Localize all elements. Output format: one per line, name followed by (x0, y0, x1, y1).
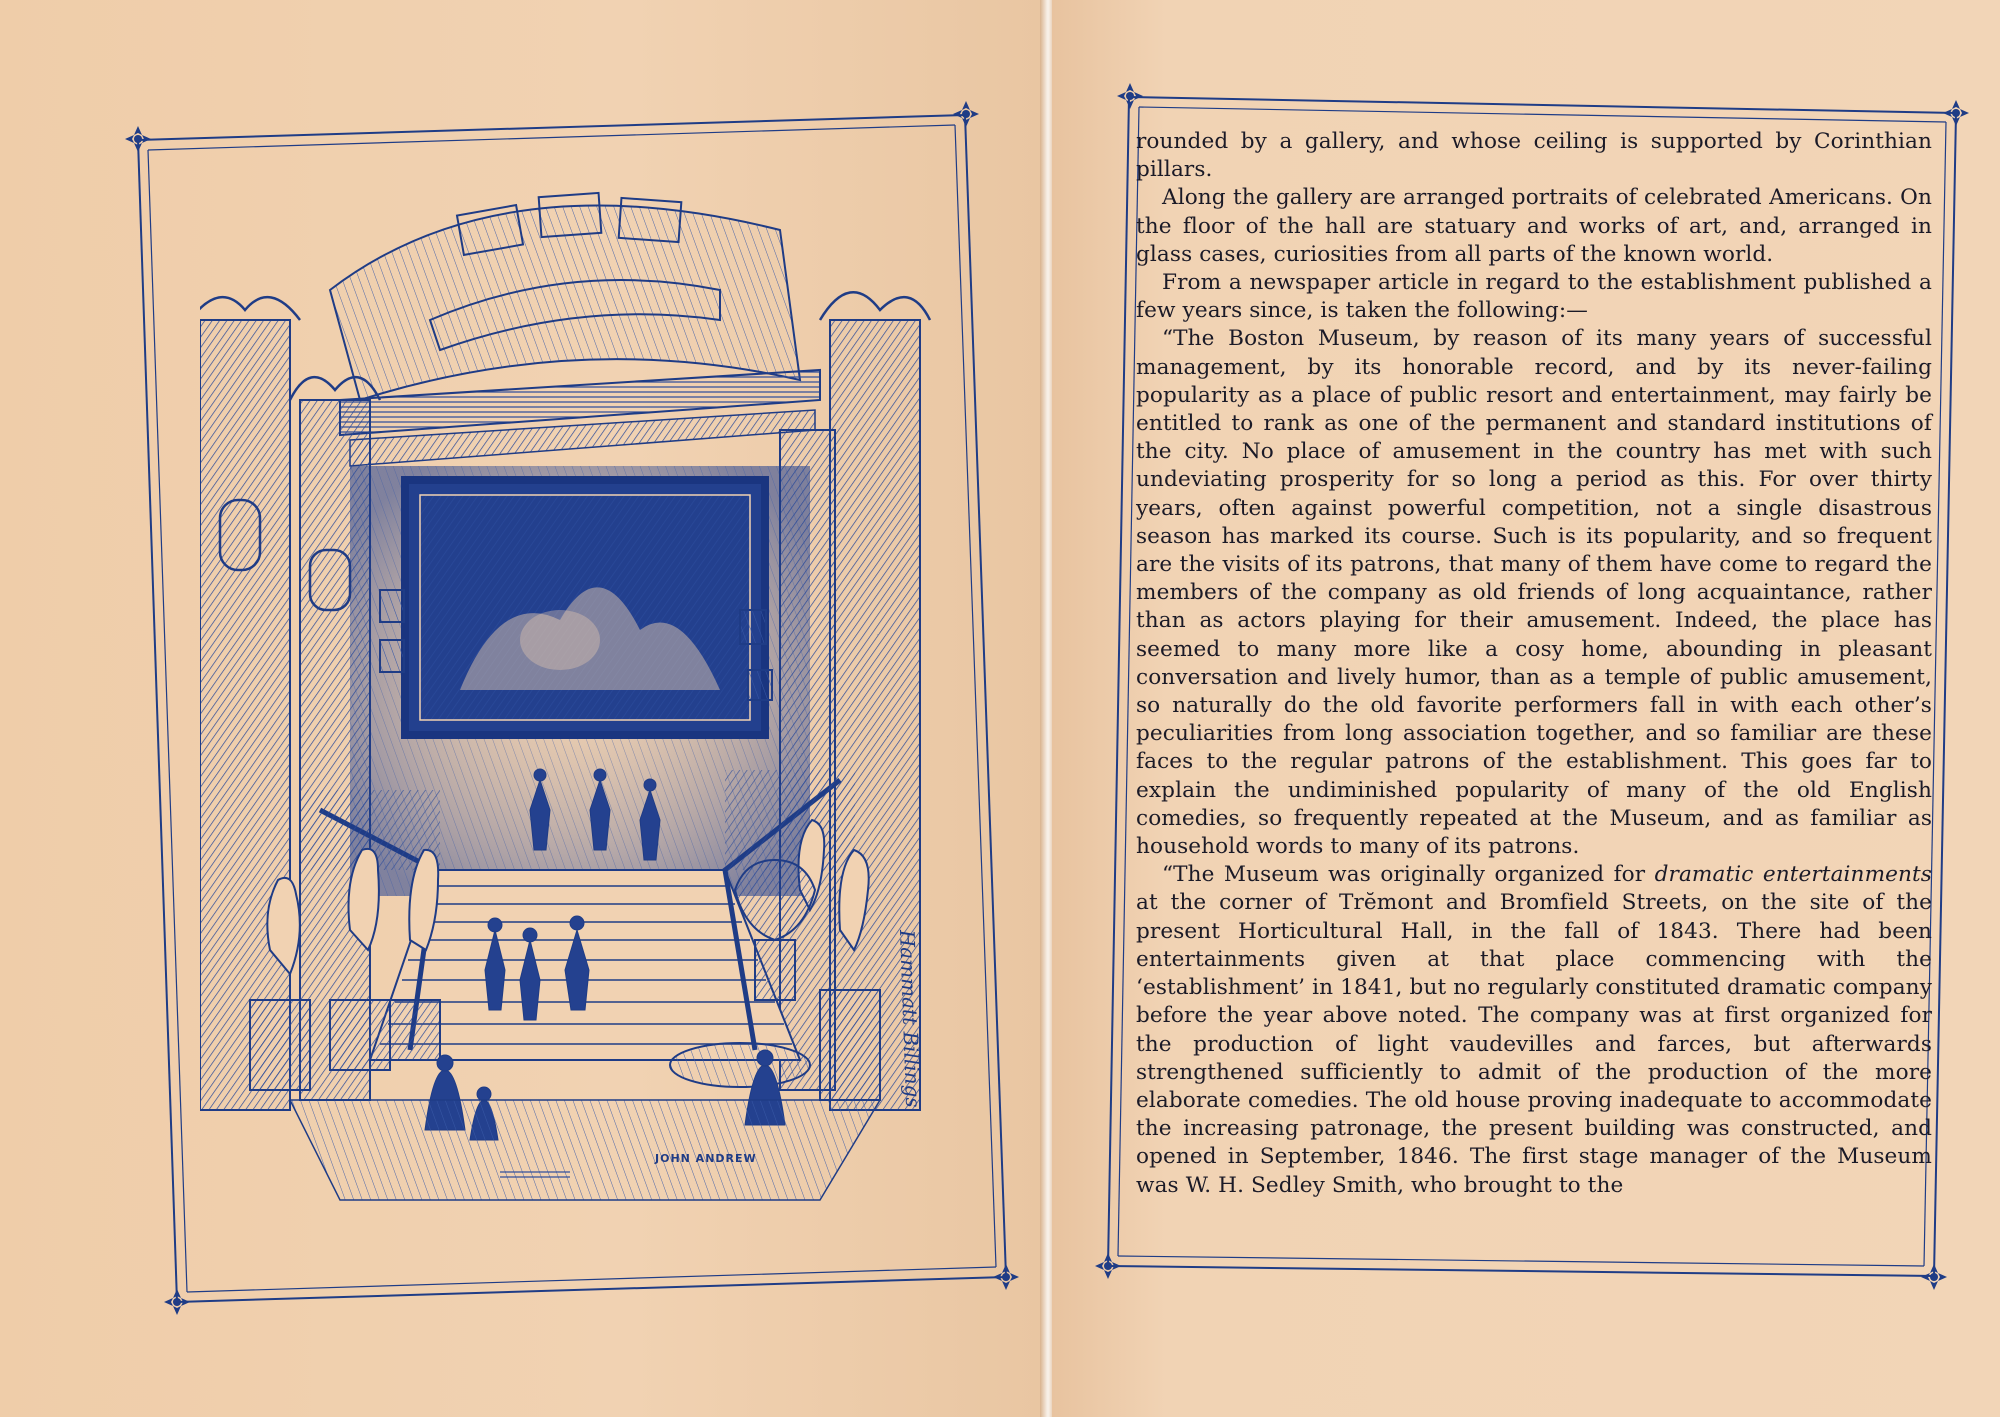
paragraph-5-body: at the corner of Trĕmont and Bromfield Streets, on the site of the present Horticultural Hall, in the fall of 1843. There had been entertainments given at that place commencing with the ‘establishment’ in 1841, but no regularly constituted dramatic company before the year above noted. The company was at first organized for the production of light vaudevilles and farces, but afterwards strengthened sufficiently to admit of the production of the more elaborate comedies. The old house proving inadequate to accommodate the increasing patronage, the present building was constructed, and opened in September, 1846. The first stage manager of the Museum was W. H. Sedley Smith, who brought to the (1136, 890, 1932, 1198)
paragraph-4-quote: “The Boston Museum, by reason of its many years of successful management, by its honorable record, and by its never-failing popularity as a place of public resort and entertainment, may fairly be entitled to rank as one of the permanent and standard institutions of the city. No place of amusement in the country has met with such undeviating prosperity for so long a period as this. For over thirty years, often against powerful competition, not a single disastrous season has marked its course. Such is its popularity, and so frequent are the visits of its patrons, that many of them have come to regard the members of the company as old friends of long acquaintance, rather than as actors playing for their amusement. Indeed, the place has seemed to many more like a cosy home, abounding in pleasant conversation and lively humor, than as a temple of public amusement, so naturally do the old favorite performers fall in with each other’s peculiarities from long association together, and so familiar are these faces to the regular patrons of the establishment. This goes far to explain the undiminished popularity of many of the old English comedies, so frequently repeated at the Museum, and as familiar as household words to many of its patrons. (1136, 326, 1932, 860)
paragraph-5-lead: “The Museum was originally organized for (1162, 862, 1655, 888)
paragraph-5-quote (1136, 861, 1932, 1199)
paragraph-3: From a newspaper article in regard to the establishment published a few years since, is taken the following:— (1136, 270, 1932, 324)
right-page-text (1136, 128, 1932, 1200)
paragraph-1: rounded by a gallery, and whose ceiling is supported by Corinthian pillars. (1136, 129, 1932, 183)
artist-signature: Hammatt Billings (895, 929, 926, 1108)
museum-hall-engraving (200, 170, 940, 1250)
paragraph-5-emphasis: dramatic entertainments (1654, 862, 1932, 888)
engraver-signature: JOHN ANDREW (655, 1152, 757, 1165)
paragraph-2: Along the gallery are arranged portraits of celebrated Americans. On the floor of the hall are statuary and works of art, and, arranged in glass cases, curiosities from all parts of the known world. (1136, 185, 1932, 267)
